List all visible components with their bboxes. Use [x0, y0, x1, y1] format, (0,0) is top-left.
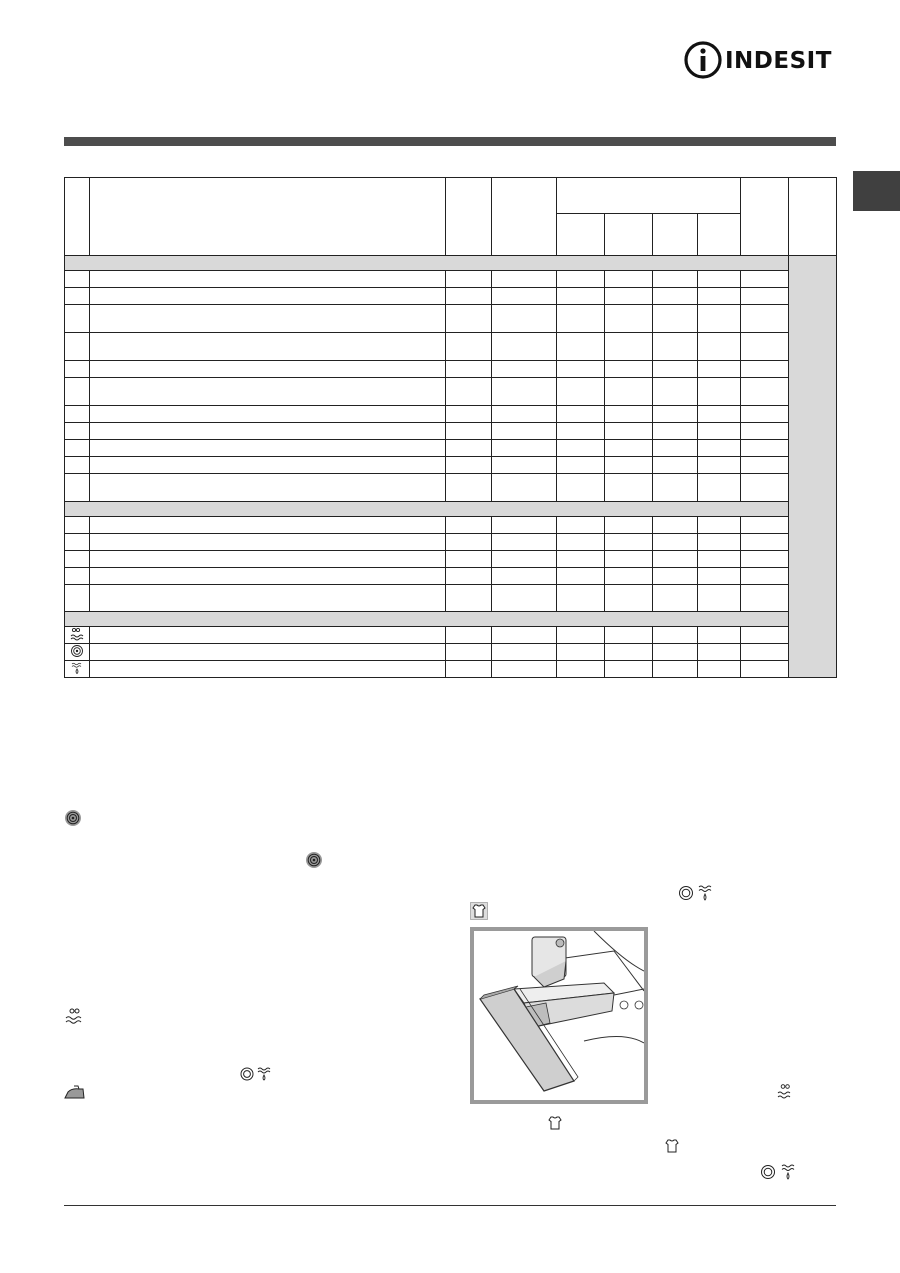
footer-rule [64, 1205, 836, 1206]
shirt-icon [547, 1114, 563, 1132]
wash-drops-icon [69, 627, 85, 641]
iron-icon [64, 1085, 86, 1101]
table-row [65, 271, 837, 288]
spin-drain-icon [760, 1162, 802, 1182]
table-row [65, 305, 837, 333]
table-row [65, 440, 837, 457]
table-row [65, 661, 837, 678]
header-bar [64, 137, 836, 146]
language-tab [853, 171, 900, 211]
wash-drops-icon [64, 1007, 84, 1025]
table-row [65, 627, 837, 644]
table-section-row [65, 502, 837, 517]
stain-spiral-icon [305, 851, 323, 869]
table-row [65, 423, 837, 440]
indesit-i-logo-icon [683, 40, 723, 80]
spin-spiral-icon [70, 644, 84, 658]
spin-drain-icon [240, 1066, 274, 1082]
stain-spiral-icon [64, 809, 82, 827]
brand-name: INDESIT [725, 48, 832, 74]
table-row [65, 534, 837, 551]
table-row [65, 333, 837, 361]
table-row [65, 517, 837, 534]
table-row [65, 474, 837, 502]
detergent-drawer-drawing [474, 931, 644, 1100]
detergent-dispenser-illustration [470, 927, 648, 1104]
table-row [65, 644, 837, 661]
table-row [65, 457, 837, 474]
wash-drops-icon [776, 1083, 794, 1099]
shirt-icon [664, 1137, 680, 1155]
programmes-table [64, 177, 837, 678]
shirt-icon [470, 902, 488, 920]
table-row [65, 288, 837, 305]
table-row [65, 568, 837, 585]
table-section-row [65, 256, 837, 271]
table-row [65, 585, 837, 612]
table-row [65, 551, 837, 568]
table-section-row [65, 612, 837, 627]
table-row [65, 406, 837, 423]
table-row [65, 361, 837, 378]
spin-drain-icon [678, 883, 718, 903]
table-header-row [65, 178, 837, 214]
table-row [65, 378, 837, 406]
drain-water-icon [70, 661, 84, 675]
indesit-logo [683, 40, 838, 80]
